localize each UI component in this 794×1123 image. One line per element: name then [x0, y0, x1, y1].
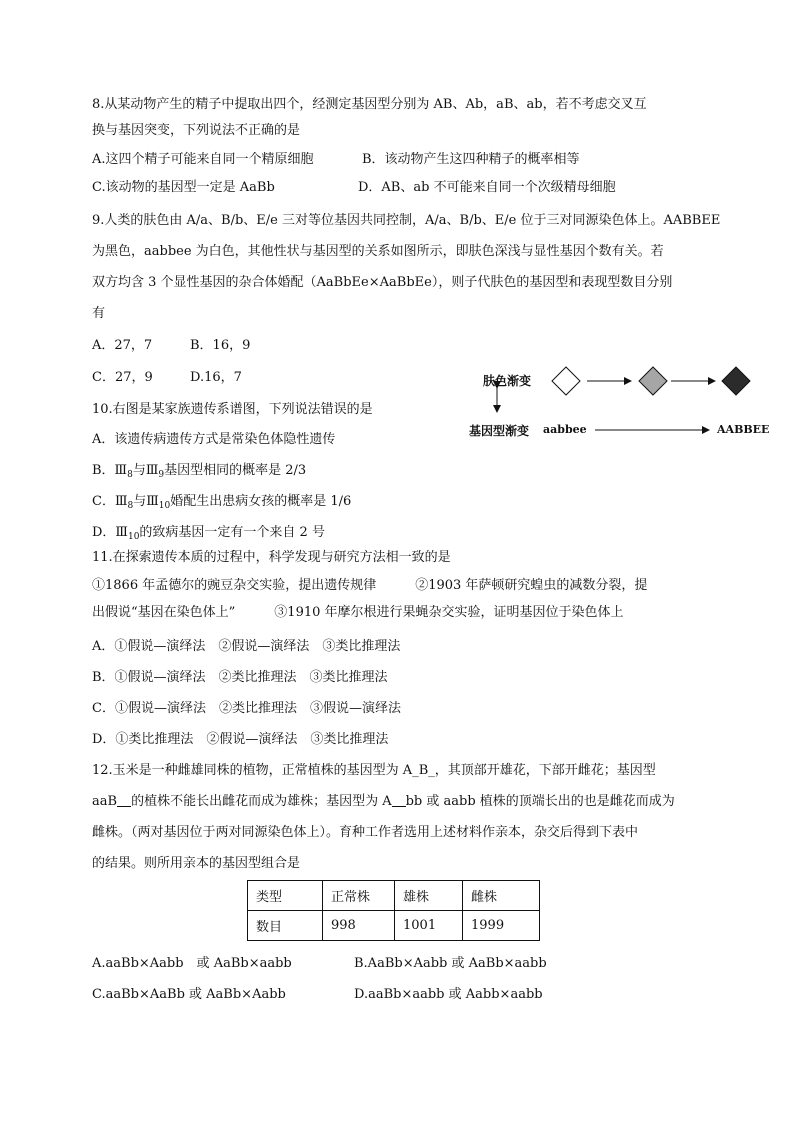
- diamond-black: [722, 367, 750, 395]
- q12-line1: 12.玉米是一种雌雄同株的植物，正常植株的基因型为 A_B_，其顶部开雄花，下部开雌花；基因型: [92, 763, 656, 778]
- q11-option-a: A．①假说—演绎法 ②假说—演绎法 ③类比推理法: [92, 639, 401, 654]
- q8-option-b: B．该动物产生这四种精子的概率相等: [362, 152, 580, 167]
- skin-gradient-label: 肤色渐变: [483, 374, 532, 388]
- table-cell: 1001: [395, 911, 463, 941]
- blank-underline: [392, 794, 406, 807]
- table-row: [248, 881, 540, 911]
- q12-line4: 的结果。则所用亲本的基因型组合是: [92, 856, 301, 871]
- q8-option-d: D．AB、ab 不可能来自同一个次级精母细胞: [358, 180, 616, 195]
- q9-option-d: D.16，7: [190, 370, 242, 385]
- q12-line2: aaB 的植株不能长出雌花而成为雄株；基因型为 A bb 或 aabb 植株的顶端长出的也是雌花而成为: [92, 794, 675, 809]
- q11-line3: 出假说“基因在染色体上” ③1910 年摩尔根进行果蝇杂交实验，证明基因位于染色体上: [92, 605, 624, 620]
- q12-option-d: D.aaBb×aabb 或 Aabb×aabb: [354, 987, 543, 1002]
- q10-option-d: D．$Ⅲ_{10}$的致病基因一定有一个来自 2 号: [92, 525, 325, 542]
- end-genotype: AABBEE: [717, 423, 770, 436]
- q12-option-a: A.aaBb×Aabb 或 AaBb×aabb: [92, 956, 292, 971]
- q8-option-a: A.这四个精子可能来自同一个精原细胞: [92, 152, 314, 167]
- q9-option-c: C．27，9: [92, 370, 153, 385]
- q8-stem-line1: 8.从某动物产生的精子中提取出四个，经测定基因型分别为 AB、Ab，aB、ab，若不考虑交叉互: [92, 97, 647, 112]
- q9-option-a: A．27，7: [92, 338, 153, 353]
- table-cell: 998: [323, 911, 395, 941]
- q11-option-b: B．①假说—演绎法 ②类比推理法 ③类比推理法: [92, 670, 388, 685]
- table-header-cell: 类型: [248, 881, 323, 911]
- q9-stem-line1: 9.人类的肤色由 A/a、B/b、E/e 三对等位基因共同控制，A/a、B/b、E/e 位于三对同源染色体上。AABBEE: [92, 213, 721, 228]
- q9-stem-line4: 有: [92, 306, 106, 321]
- diamond-white: [552, 367, 580, 395]
- q10-option-c: C．$Ⅲ_8$与$Ⅲ_{10}$婚配生出患病女孩的概率是 1/6: [92, 494, 352, 511]
- q11-option-c: C．①假说—演绎法 ②类比推理法 ③假说—演绎法: [92, 701, 401, 716]
- blank-underline: [117, 794, 131, 807]
- q12-line3: 雌株。（两对基因位于两对同源染色体上）。育种工作者选用上述材料作亲本，杂交后得到下表中: [92, 825, 639, 840]
- q8-stem-line2: 换与基因突变，下列说法不正确的是: [92, 123, 301, 138]
- table-cell: 数目: [248, 911, 323, 941]
- start-genotype: aabbee: [543, 423, 587, 436]
- q11-stem: 11.在探索遗传本质的过程中，科学发现与研究方法相一致的是: [92, 550, 451, 565]
- q10-option-a: A．该遗传病遗传方式是常染色体隐性遗传: [92, 432, 336, 447]
- table-header-cell: 雌株: [463, 881, 540, 911]
- q12-option-b: B.AaBb×Aabb 或 AaBb×aabb: [354, 956, 547, 971]
- q9-stem-line2: 为黑色，aabbee 为白色，其他性状与基因型的关系如图所示，即肤色深浅与显性基因个数有关。若: [92, 244, 664, 259]
- q10-stem: 10.右图是某家族遗传系谱图，下列说法错误的是: [92, 402, 373, 417]
- genotype-gradient-label: 基因型渐变: [469, 424, 530, 438]
- skin-color-figure: [465, 362, 775, 442]
- q9-option-b: B．16，9: [190, 338, 251, 353]
- q12-option-c: C.aaBb×AaBb 或 AaBb×Aabb: [92, 987, 286, 1002]
- q11-line2: ①1866 年孟德尔的豌豆杂交实验，提出遗传规律 ②1903 年萨顿研究蝗虫的减数分裂，提: [92, 578, 648, 593]
- q8-option-c: C.该动物的基因型一定是 AaBb: [92, 180, 275, 195]
- q9-stem-line3: 双方均含 3 个显性基因的杂合体婚配（AaBbEe×AaBbEe），则子代肤色的基因型和表现型数目分别: [92, 275, 673, 290]
- q12-result-table: [247, 880, 540, 941]
- diamond-gray: [639, 367, 667, 395]
- q11-option-d: D．①类比推理法 ②假说—演绎法 ③类比推理法: [92, 732, 389, 747]
- table-header-cell: 雄株: [395, 881, 463, 911]
- table-header-cell: 正常株: [323, 881, 395, 911]
- table-row: [248, 911, 540, 941]
- table-cell: 1999: [463, 911, 540, 941]
- q10-option-b: B．$Ⅲ_8$与$Ⅲ_9$基因型相同的概率是 2/3: [92, 463, 307, 480]
